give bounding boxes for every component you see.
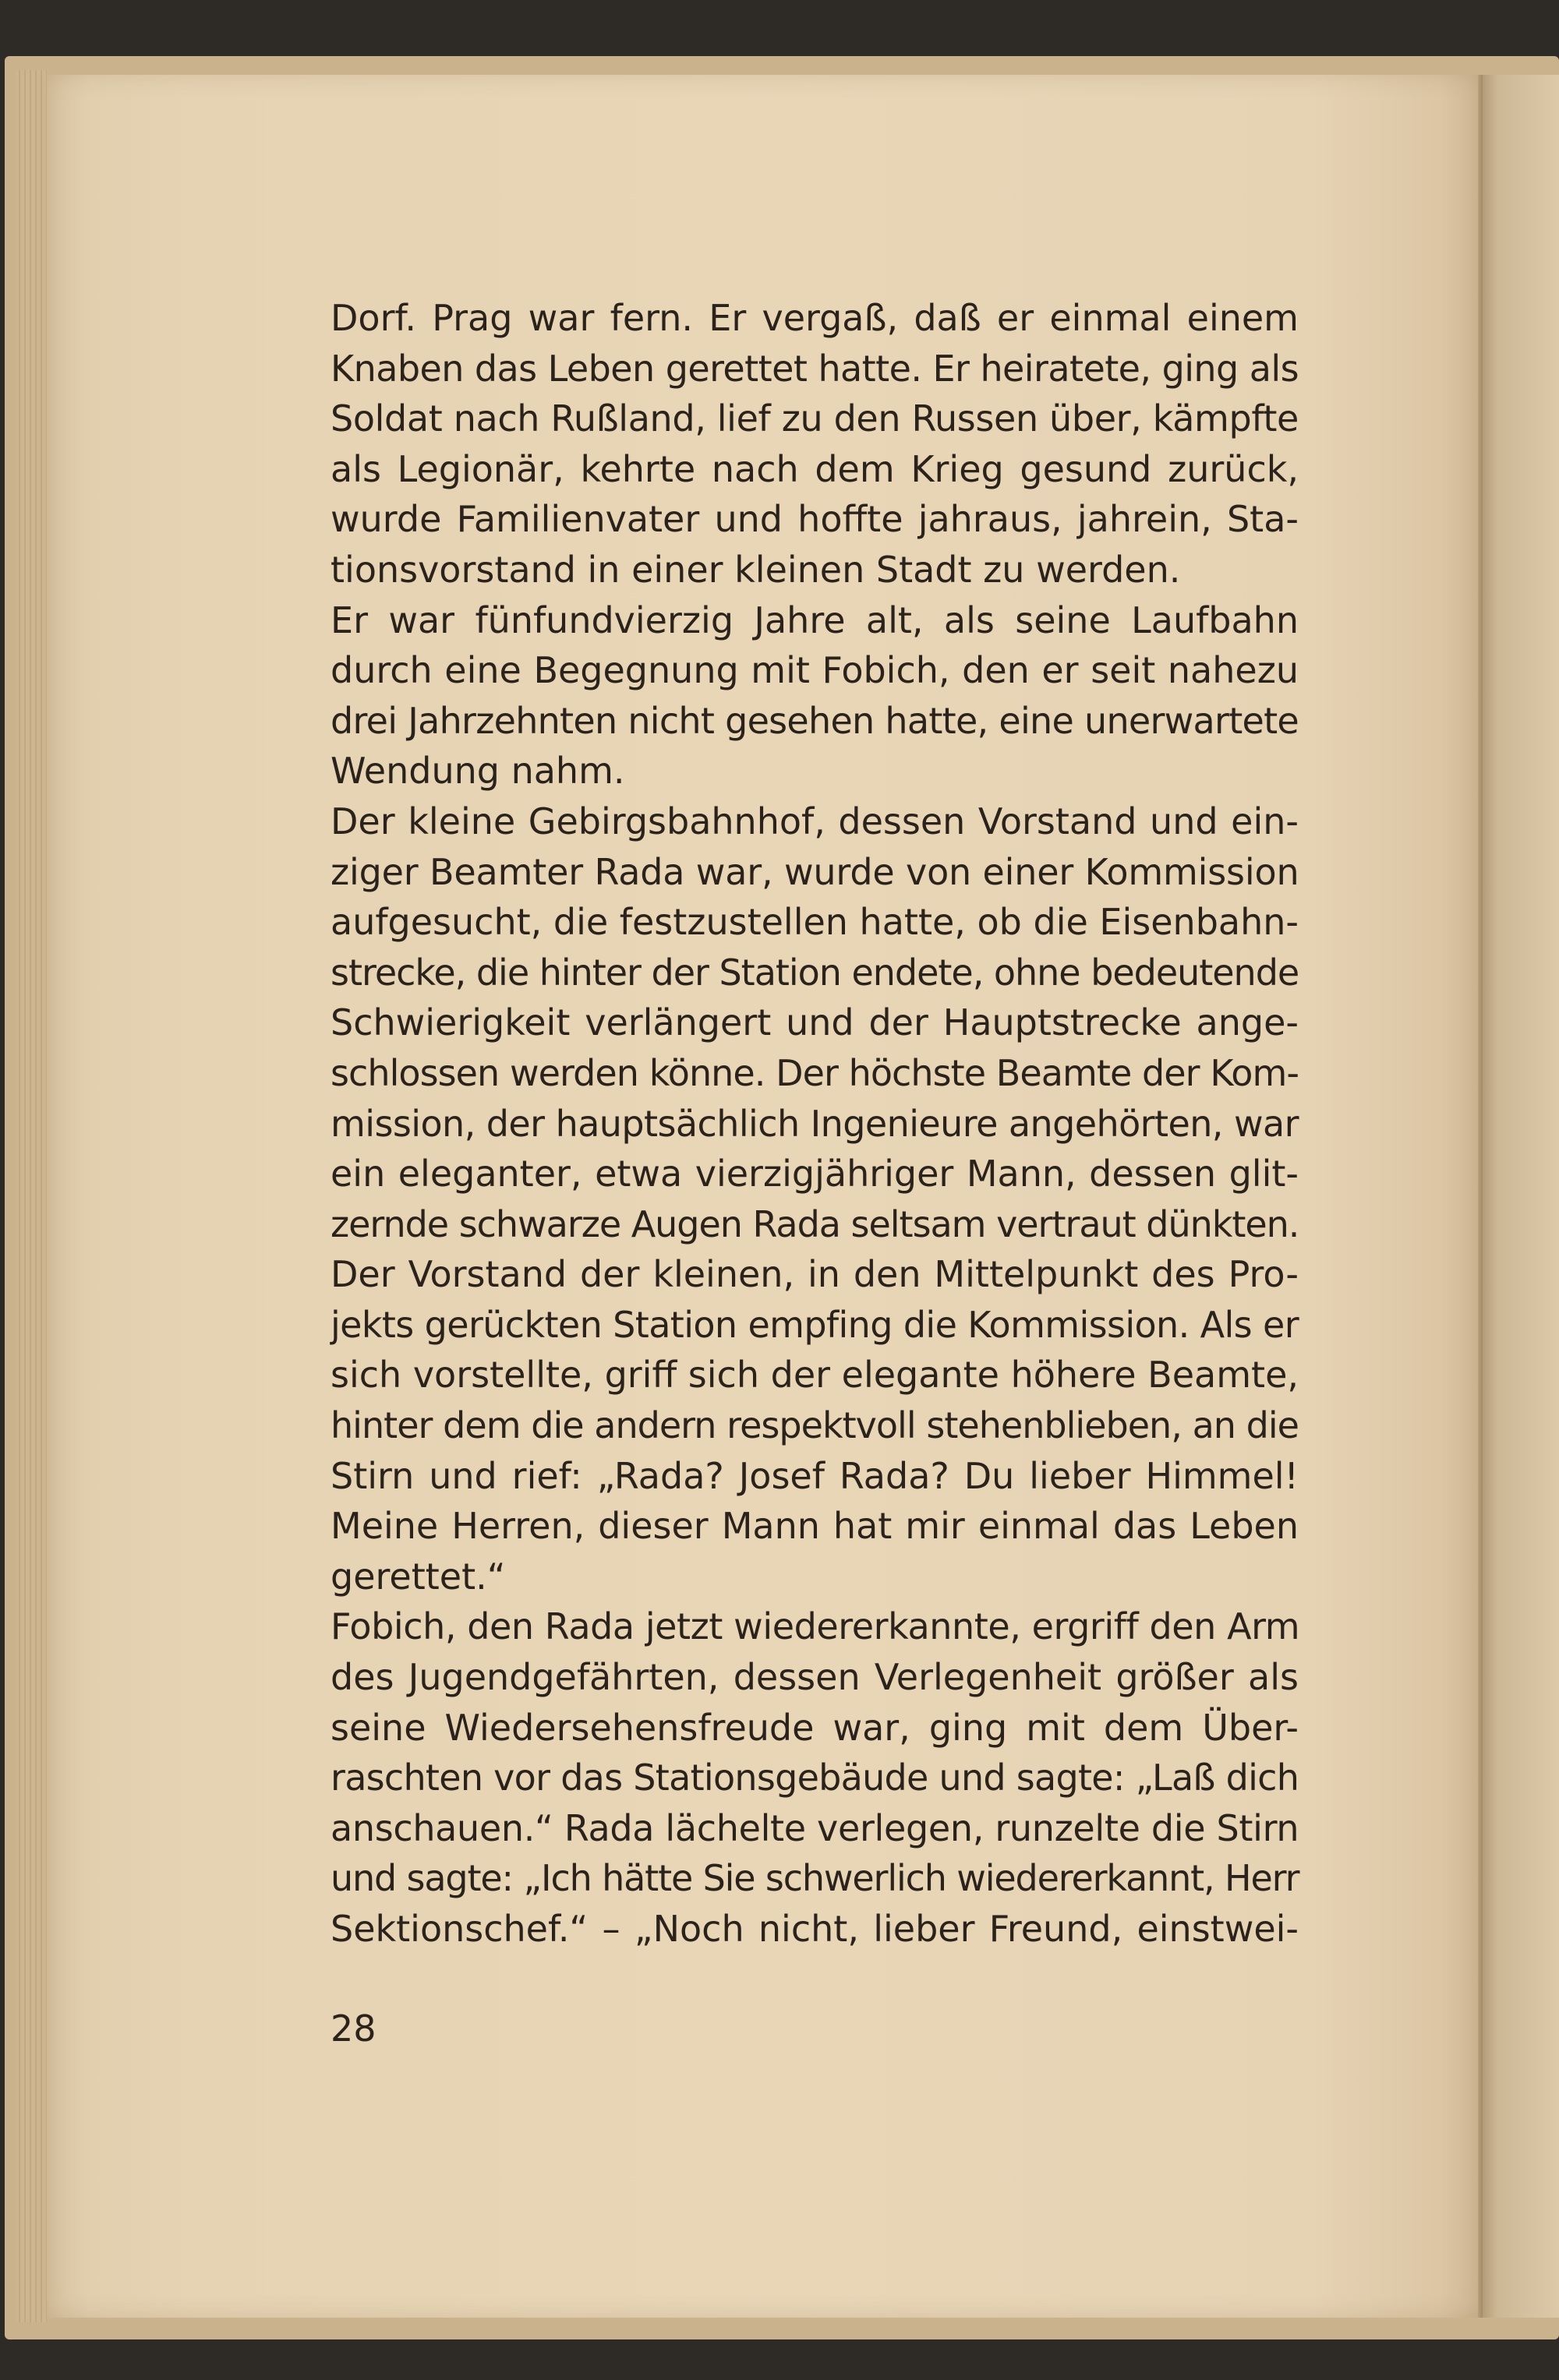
text-line: aufgesucht, die festzustellen hatte, ob die Eisenbahn- bbox=[331, 901, 1299, 944]
text-line: ein eleganter, etwa vierzigjähriger Mann, dessen glit- bbox=[331, 1153, 1299, 1195]
text-line: sich vorstellte, griff sich der elegante höhere Beamte, bbox=[331, 1354, 1299, 1397]
text-line: Wendung nahm. bbox=[331, 750, 625, 793]
text-line: Der kleine Gebirgsbahnhof, dessen Vorstand und ein- bbox=[331, 800, 1299, 842]
text-line: Sektionschef.“ – „Noch nicht, lieber Freund, einstwei- bbox=[331, 1908, 1299, 1950]
text-line: zernde schwarze Augen Rada seltsam vertraut dünkten. bbox=[331, 1202, 1299, 1245]
text-line: und sagte: „Ich hätte Sie schwerlich wiedererkannt, Herr bbox=[331, 1857, 1299, 1900]
text-line: Fobich, den Rada jetzt wiedererkannte, ergriff den Arm bbox=[331, 1605, 1300, 1648]
text-line: raschten vor das Stationsgebäude und sagte: „Laß dich bbox=[331, 1757, 1299, 1799]
text-line: Schwierigkeit verlängert und der Hauptstrecke ange- bbox=[331, 1001, 1299, 1044]
text-line: durch eine Begegnung mit Fobich, den er seit nahezu bbox=[331, 649, 1299, 692]
text-line: strecke, die hinter der Station endete, ohne bedeutende bbox=[331, 951, 1299, 994]
body-text bbox=[331, 293, 1299, 1954]
facing-page bbox=[1483, 75, 1559, 2318]
text-line: des Jugendgefährten, dessen Verlegenheit größer als bbox=[331, 1656, 1299, 1699]
text-line: schlossen werden könne. Der höchste Beamte der Kom- bbox=[331, 1051, 1299, 1094]
text-line: drei Jahrzehnten nicht gesehen hatte, eine unerwartete bbox=[331, 699, 1299, 742]
text-line: mission, der hauptsächlich Ingenieure angehörten, war bbox=[331, 1102, 1299, 1145]
text-line: wurde Familienvater und hoffte jahraus, jahrein, Sta- bbox=[331, 498, 1299, 541]
text-line: gerettet.“ bbox=[331, 1555, 506, 1598]
text-line: Knaben das Leben gerettet hatte. Er heiratete, ging als bbox=[331, 347, 1299, 390]
text-line: hinter dem die andern respektvoll stehenblieben, an die bbox=[331, 1404, 1299, 1447]
text-line: jekts gerückten Station empfing die Kommission. Als er bbox=[331, 1303, 1299, 1346]
text-line: Soldat nach Rußland, lief zu den Russen über, kämpfte bbox=[331, 397, 1299, 440]
text-line: Stirn und rief: „Rada? Josef Rada? Du lieber Himmel! bbox=[331, 1454, 1299, 1497]
text-line: Dorf. Prag war fern. Er vergaß, daß er einmal einem bbox=[331, 297, 1299, 339]
text-line: seine Wiedersehensfreude war, ging mit dem Über- bbox=[331, 1706, 1299, 1749]
text-line: Er war fünfundvierzig Jahre alt, als seine Laufbahn bbox=[331, 599, 1299, 641]
text-line: tionsvorstand in einer kleinen Stadt zu werden. bbox=[331, 548, 1181, 591]
text-line: Meine Herren, dieser Mann hat mir einmal das Leben bbox=[331, 1505, 1299, 1548]
text-line: ziger Beamter Rada war, wurde von einer Kommission bbox=[331, 850, 1299, 893]
page-block-edge bbox=[16, 70, 47, 2322]
page-number: 28 bbox=[331, 2007, 376, 2050]
text-line: als Legionär, kehrte nach dem Krieg gesund zurück, bbox=[331, 447, 1299, 490]
page-gutter bbox=[1478, 75, 1483, 2318]
text-line: anschauen.“ Rada lächelte verlegen, runzelte die Stirn bbox=[331, 1806, 1299, 1849]
text-line: Der Vorstand der kleinen, in den Mittelpunkt des Pro- bbox=[331, 1253, 1299, 1296]
